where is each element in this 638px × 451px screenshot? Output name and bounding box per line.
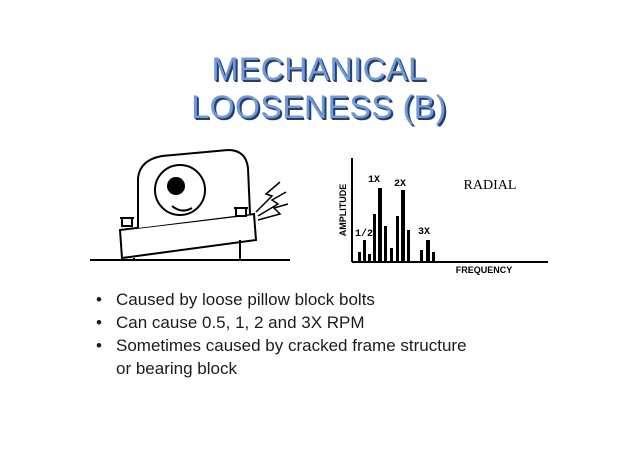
peak-half	[363, 240, 366, 262]
vibration-lines	[256, 182, 288, 220]
peak-bar	[432, 252, 435, 262]
peak-bar	[420, 250, 423, 262]
peak-label-3x: 3X	[418, 227, 431, 238]
y-axis-label: AMPLITUDE	[338, 183, 348, 237]
peak-3x	[426, 240, 430, 262]
peak-bar	[390, 248, 393, 262]
x-axis-label: FREQUENCY	[455, 265, 513, 275]
spectrum-peaks	[358, 188, 435, 262]
peak-label-2x: 2X	[394, 179, 407, 190]
peak-bar	[373, 214, 376, 262]
title-line-1: MECHANICAL	[211, 51, 427, 87]
bullet-list	[96, 288, 576, 357]
radial-label: RADIAL	[463, 178, 517, 193]
peak-label-half: 1/2	[355, 229, 374, 240]
right-bolt	[236, 208, 246, 216]
peak-bar	[368, 254, 371, 262]
peak-label-1x: 1X	[368, 175, 381, 186]
peak-bar	[407, 230, 410, 262]
bullet-continuation: or bearing block	[116, 359, 237, 378]
peak-bar	[396, 216, 399, 262]
title-line-2: LOOSENESS (B)	[191, 89, 447, 125]
peak-2x	[401, 190, 405, 262]
peak-1x	[378, 188, 382, 262]
bullet-item: • Can cause 0.5, 1, 2 and 3X RPM	[96, 311, 576, 334]
left-bolt	[122, 218, 132, 226]
spectrum-chart	[338, 158, 548, 275]
pillow-block-illustration	[90, 150, 290, 260]
bullet-item: • Sometimes caused by cracked frame structure	[96, 334, 576, 357]
bullet-item: • Caused by loose pillow block bolts	[96, 288, 576, 311]
peak-bar	[384, 226, 387, 262]
shaft	[168, 178, 184, 194]
peak-bar	[358, 252, 361, 262]
